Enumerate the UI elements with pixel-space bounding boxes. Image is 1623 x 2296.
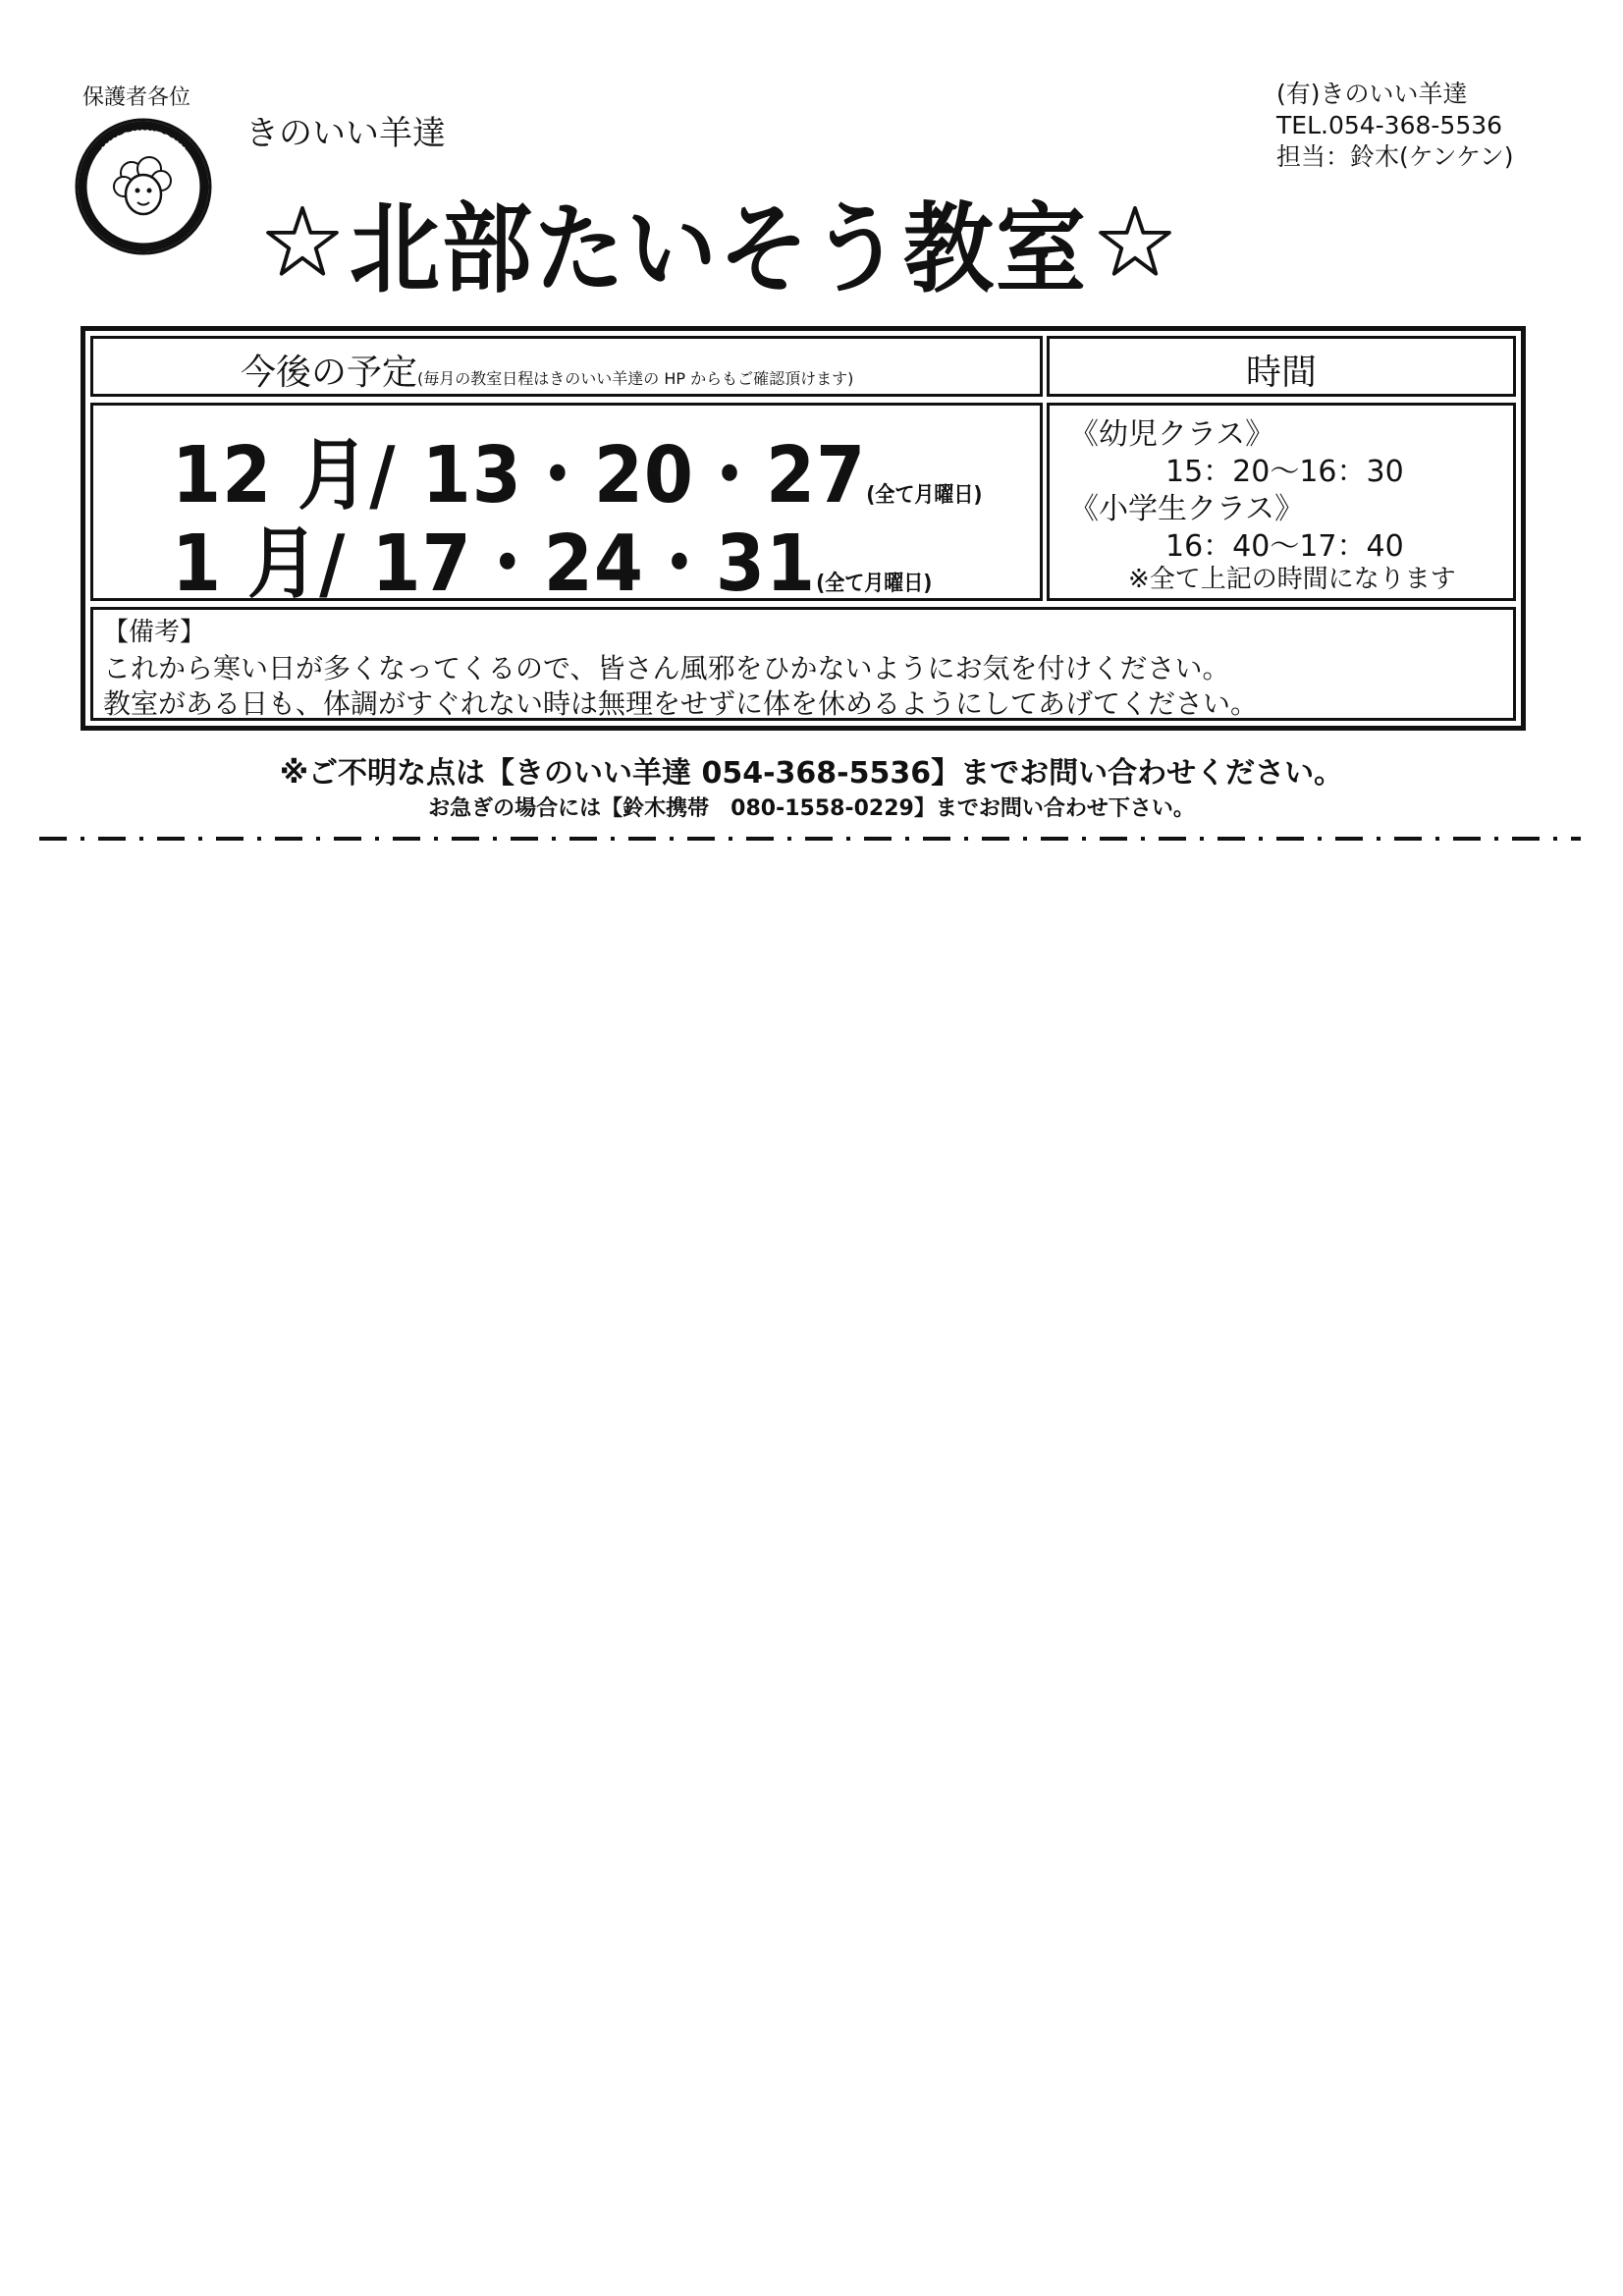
cut-line bbox=[39, 835, 1581, 843]
schedule-dates bbox=[90, 403, 1043, 609]
date-january-note: (全て月曜日) bbox=[816, 570, 933, 596]
date-december-note: (全て月曜日) bbox=[866, 481, 983, 508]
remarks-line-2: 教室がある日も、体調がすぐれない時は無理をせずに体を休めるようにしてあげてください。 bbox=[103, 687, 1259, 720]
organization-name: きのいい羊達 bbox=[245, 114, 446, 153]
company-info bbox=[1276, 79, 1514, 173]
logo-top-text: KINOIIHITSUJI bbox=[99, 127, 188, 157]
company-name: (有)きのいい羊達 bbox=[1276, 80, 1468, 108]
time-note: ※全て上記の時間になります bbox=[1128, 565, 1456, 594]
addressee: 保護者各位 bbox=[82, 85, 191, 110]
time-header-label: 時間 bbox=[1245, 353, 1317, 393]
schedule-header-label: 今後の予定 bbox=[241, 353, 418, 393]
company-contact: 担当：鈴木(ケンケン) bbox=[1276, 142, 1514, 171]
sheep-logo bbox=[73, 116, 214, 257]
page-title: 北部たいそう教室 bbox=[350, 192, 1089, 306]
class-elementary-time: 16：40〜17：40 bbox=[1165, 529, 1404, 564]
company-tel: TEL.054-368-5536 bbox=[1276, 111, 1503, 139]
time-details bbox=[1047, 403, 1516, 601]
class-infant-name: 《幼児クラス》 bbox=[1069, 417, 1275, 452]
remarks-box bbox=[90, 607, 1516, 721]
remarks-label: 【備考】 bbox=[103, 618, 206, 647]
logo-bottom-text: きのいいひつじたち bbox=[105, 220, 182, 245]
class-infant-time: 15：20〜16：30 bbox=[1165, 455, 1404, 489]
date-line-january bbox=[172, 501, 932, 613]
remarks-line-1: これから寒い日が多くなってくるので、皆さん風邪をひかないようにお気を付けください。 bbox=[103, 652, 1230, 684]
footer-urgent-contact: お急ぎの場合には【鈴木携帯 080-1558-0229】までお問い合わせ下さい。 bbox=[428, 796, 1195, 821]
time-header bbox=[1047, 336, 1516, 397]
date-december-text: 12 月/ 13・20・27 bbox=[172, 429, 867, 520]
date-january-text: 1 月/ 17・24・31 bbox=[172, 518, 817, 609]
schedule-header bbox=[90, 336, 1043, 397]
star-right-icon bbox=[1098, 204, 1172, 279]
star-left-icon bbox=[265, 204, 340, 279]
class-elementary-name: 《小学生クラス》 bbox=[1069, 492, 1305, 526]
footer-contact: ※ご不明な点は【きのいい羊達 054-368-5536】までお問い合わせください。 bbox=[279, 756, 1344, 791]
schedule-header-note: (毎月の教室日程はきのいい羊達の HP からもご確認頂けます) bbox=[417, 369, 854, 388]
title-row bbox=[265, 183, 1172, 306]
